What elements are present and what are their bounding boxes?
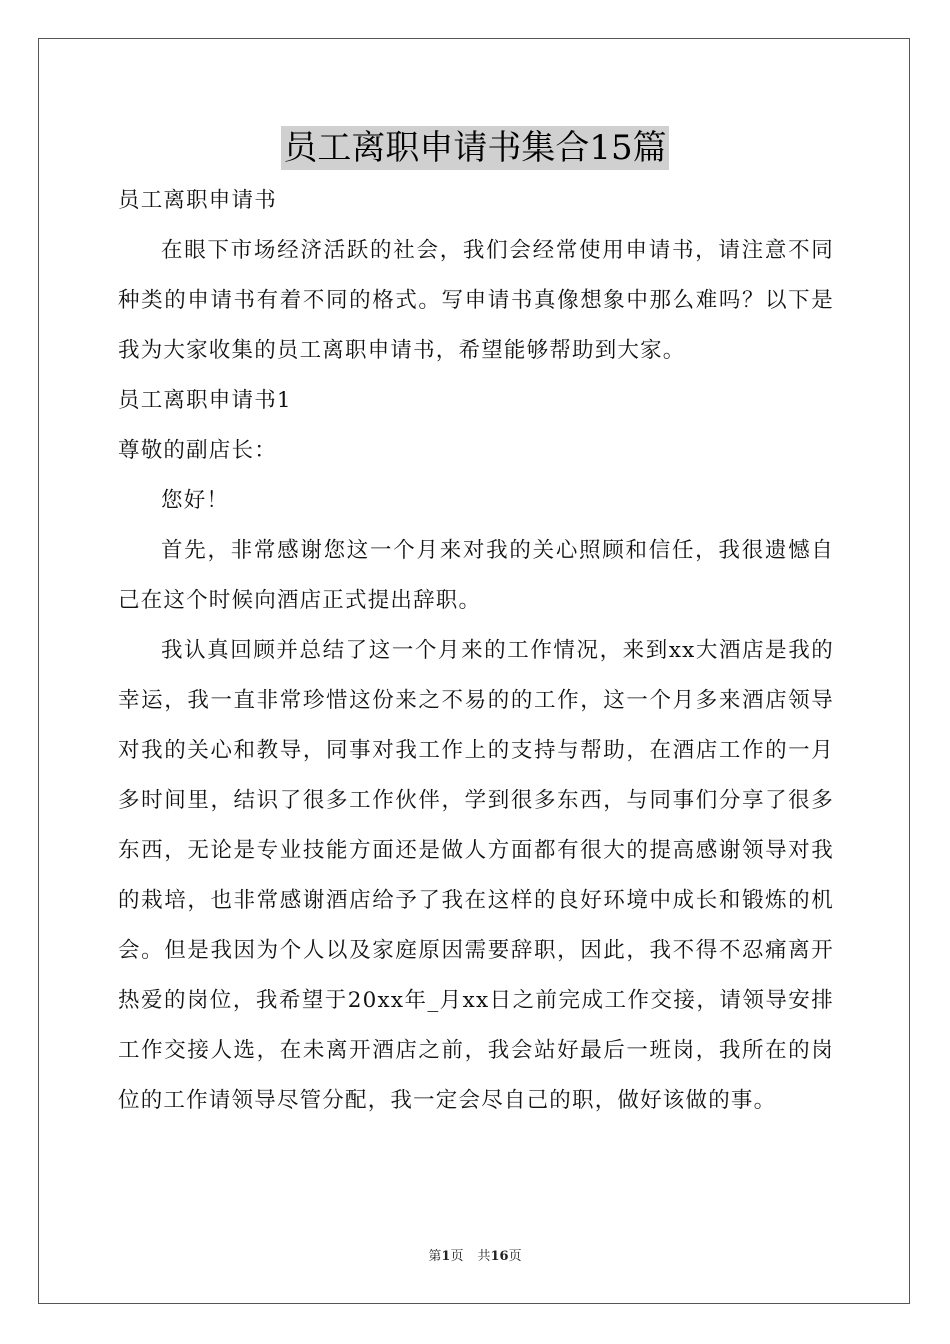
document-title: 员工离职申请书集合15篇	[283, 128, 667, 168]
title-container	[0, 126, 950, 170]
page-suffix: 页	[450, 1249, 464, 1264]
salutation: 尊敬的副店长：	[118, 438, 277, 463]
page-footer	[0, 1248, 950, 1266]
total-suffix: 页	[508, 1249, 522, 1264]
section-heading: 员工离职申请书	[118, 188, 277, 213]
body-paragraph: 我认真回顾并总结了这一个月来的工作情况，来到xx大酒店是我的幸运，我一直非常珍惜这份来之不易的的工作，这一个月多来酒店领导对我的关心和教导，同事对我工作上的支持与帮助，在酒店工作的一月多时间里，结识了很多工作伙伴，学到很多东西，与同事们分享了很多东西，无论是专业技能方面还是做人方面都有很大的提高感谢领导对我的栽培，也非常感谢酒店给予了我在这样的良好环境中成长和锻炼的机会。但是我因为个人以及家庭原因需要辞职，因此，我不得不忍痛离开热爱的岗位，我希望于20xx年_月xx日之前完成工作交接，请领导安排工作交接人选，在未离开酒店之前，我会站好最后一班岗，我所在的岗位的工作请领导尽管分配，我一定会尽自己的职，做好该做的事。	[118, 638, 834, 1113]
document-body	[118, 176, 834, 1126]
page-total: 16	[490, 1249, 509, 1264]
body-paragraph: 首先，非常感谢您这一个月来对我的关心照顾和信任，我很遗憾自己在这个时候向酒店正式提出辞职。	[118, 538, 834, 613]
letter-heading: 员工离职申请书1	[118, 388, 292, 413]
intro-paragraph: 在眼下市场经济活跃的社会，我们会经常使用申请书，请注意不同种类的申请书有着不同的格式。写申请书真像想象中那么难吗？以下是我为大家收集的员工离职申请书，希望能够帮助到大家。	[118, 238, 834, 363]
page-current: 1	[441, 1249, 451, 1264]
total-prefix: 共	[477, 1249, 491, 1264]
page-prefix: 第	[428, 1249, 442, 1264]
greeting: 您好！	[161, 488, 230, 513]
